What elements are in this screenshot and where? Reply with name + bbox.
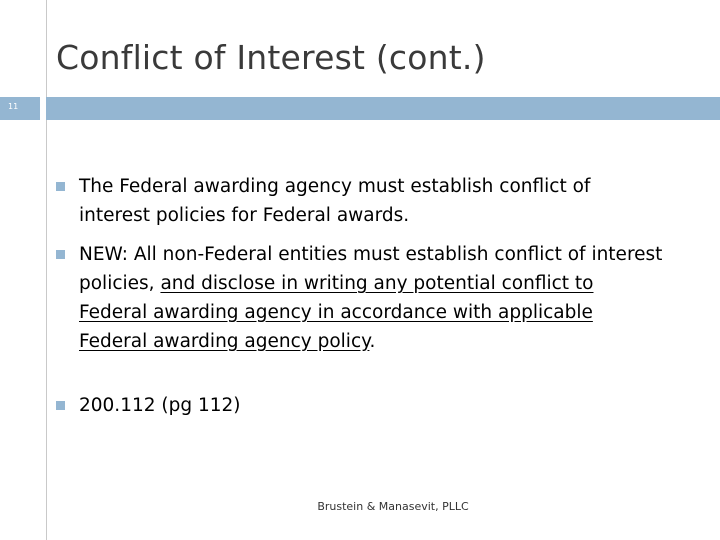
title-accent-bar — [46, 97, 720, 120]
bullet-underlined-text: and disclose in writing any potential conflict to Federal awarding agency in accordance with applicable Federal awarding agency policy — [79, 273, 594, 352]
bullet-item — [56, 391, 666, 420]
bullet-item — [56, 240, 666, 356]
bullet-list — [56, 172, 666, 420]
footer-text: Brustein & Manasevit, PLLC — [317, 500, 469, 513]
bullet-text: The Federal awarding agency must establish conflict of interest policies for Federal awards. — [79, 176, 591, 226]
square-bullet-icon — [56, 182, 65, 191]
square-bullet-icon — [56, 401, 65, 410]
bullet-text: 200.112 (pg 112) — [79, 395, 241, 416]
bullet-suffix: . — [369, 331, 376, 352]
new-label: NEW: — [79, 244, 128, 265]
left-divider-line — [46, 0, 47, 540]
slide-number: 11 — [8, 102, 19, 111]
bullet-item — [56, 172, 666, 230]
square-bullet-icon — [56, 250, 65, 259]
slide-title: Conflict of Interest (cont.) — [56, 38, 486, 77]
bullet-text: All non-Federal entities must establish conflict of interest policies, — [79, 244, 663, 294]
slide-number-box — [0, 97, 40, 120]
